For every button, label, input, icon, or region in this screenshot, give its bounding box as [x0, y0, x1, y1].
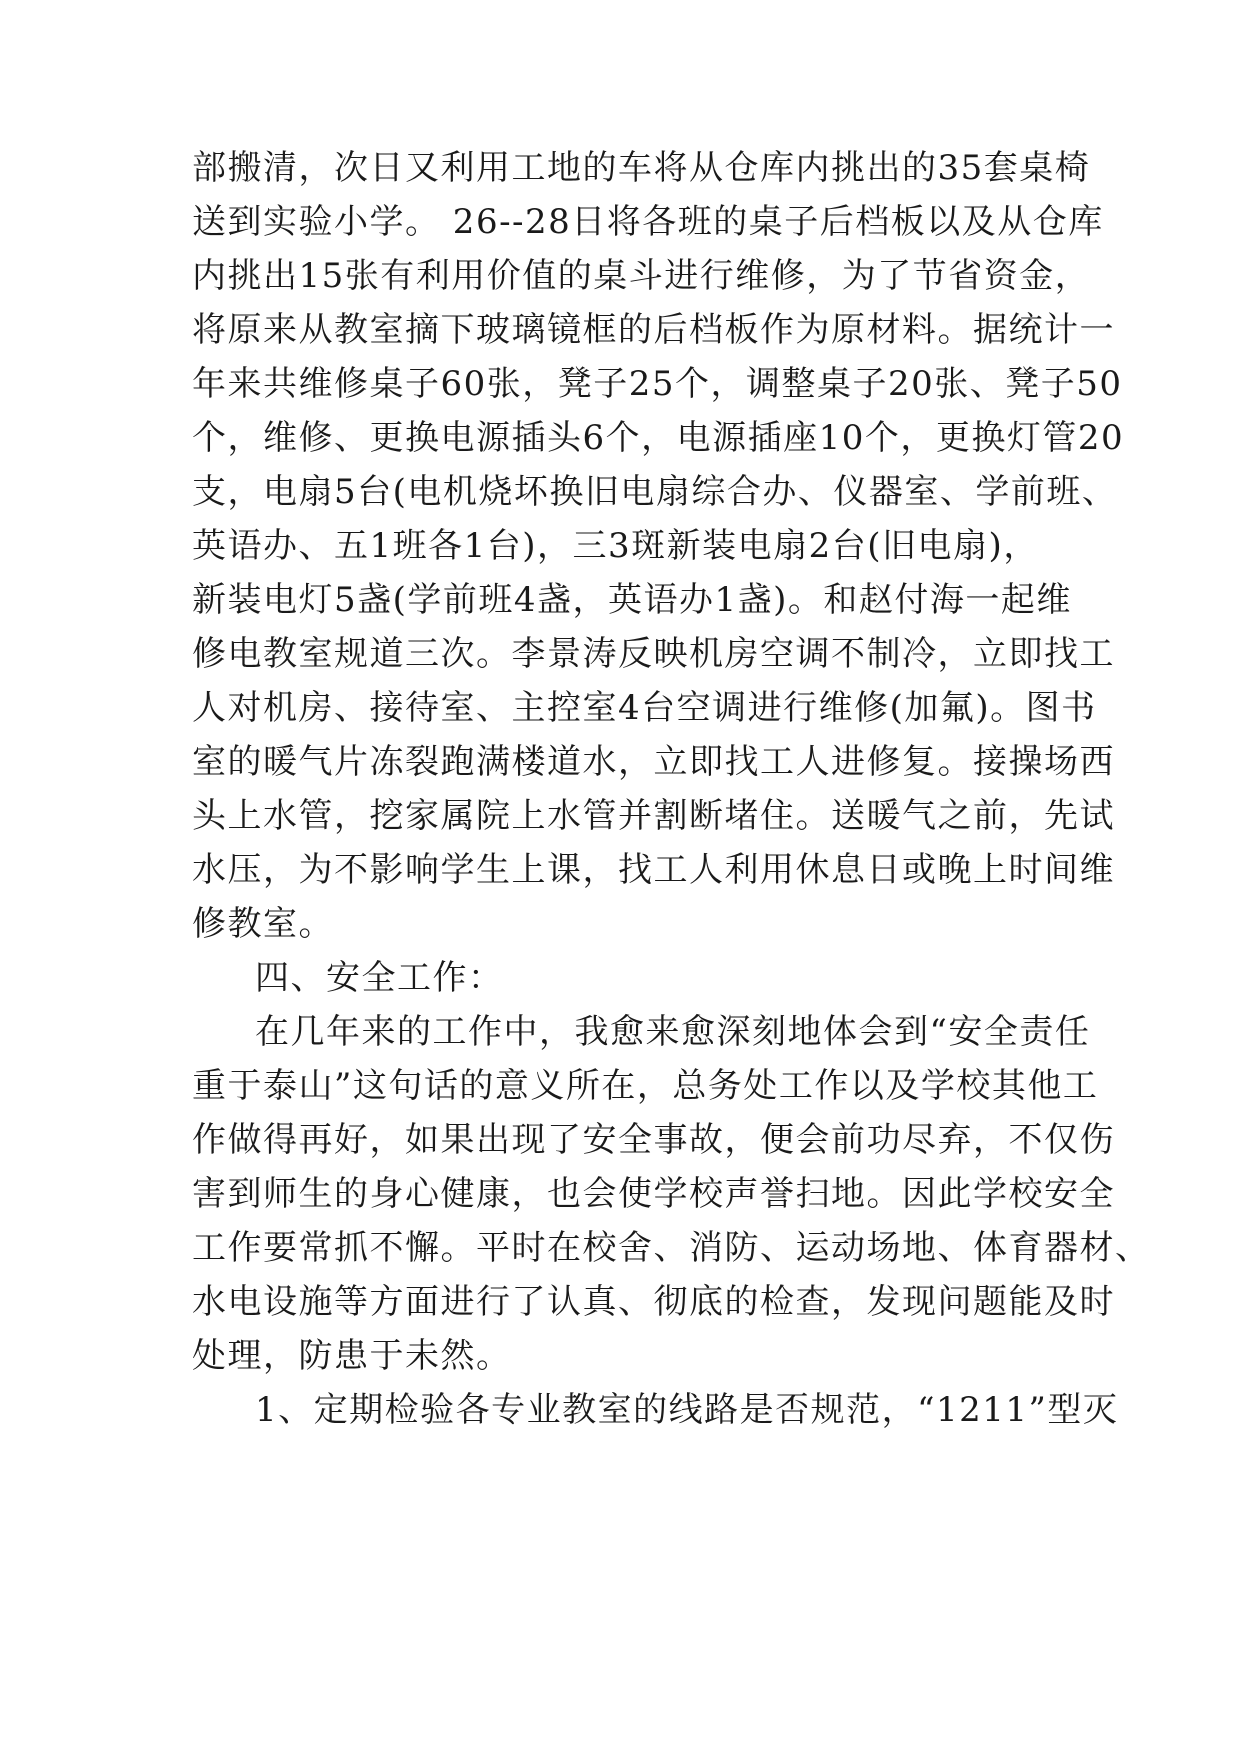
text-line: 工作要常抓不懈。平时在校舍、消防、运动场地、体育器材、 — [192, 1228, 1151, 1268]
text-line: 内挑出15张有利用价值的桌斗进行维修，为了节省资金， — [192, 256, 1091, 296]
text-line: 头上水管，挖家属院上水管并割断堵住。送暖气之前，先试 — [192, 796, 1115, 836]
section-heading: 四、安全工作： — [255, 958, 504, 998]
text-line: 水电设施等方面进行了认真、彻底的检查，发现问题能及时 — [192, 1282, 1115, 1322]
text-line: 部搬清，次日又利用工地的车将从仓库内挑出的35套桌椅 — [192, 148, 1091, 188]
text-line: 新装电灯5盏(学前班4盏，英语办1盏)。和赵付海一起维 — [192, 580, 1072, 620]
text-line: 修电教室规道三次。李景涛反映机房空调不制冷，立即找工 — [192, 634, 1115, 674]
text-line: 作做得再好，如果出现了安全事故，便会前功尽弃，不仅伤 — [192, 1120, 1115, 1160]
text-line: 1、定期检验各专业教室的线路是否规范，“1211”型灭 — [255, 1390, 1119, 1430]
text-line: 修教室。 — [192, 904, 334, 944]
text-line: 室的暖气片冻裂跑满楼道水，立即找工人进修复。接操场西 — [192, 742, 1115, 782]
text-line: 支，电扇5台(电机烧坏换旧电扇综合办、仪器室、学前班、 — [192, 472, 1118, 512]
text-line: 年来共维修桌子60张，凳子25个，调整桌子20张、凳子50 — [192, 364, 1123, 404]
text-line: 害到师生的身心健康，也会使学校声誉扫地。因此学校安全 — [192, 1174, 1115, 1214]
text-line: 在几年来的工作中，我愈来愈深刻地体会到“安全责任 — [255, 1012, 1091, 1052]
text-line: 人对机房、接待室、主控室4台空调进行维修(加氟)。图书 — [192, 688, 1097, 728]
text-line: 重于泰山”这句话的意义所在，总务处工作以及学校其他工 — [192, 1066, 1099, 1106]
text-line: 英语办、五1班各1台)，三3斑新装电扇2台(旧电扇)， — [192, 526, 1039, 566]
text-line: 处理，防患于未然。 — [192, 1336, 512, 1376]
text-line: 个，维修、更换电源插头6个，电源插座10个，更换灯管20 — [192, 418, 1125, 458]
text-line: 送到实验小学。 26--28日将各班的桌子后档板以及从仓库 — [192, 202, 1104, 242]
text-line: 水压，为不影响学生上课，找工人利用休息日或晚上时间维 — [192, 850, 1115, 890]
text-line: 将原来从教室摘下玻璃镜框的后档板作为原材料。据统计一 — [192, 310, 1115, 350]
